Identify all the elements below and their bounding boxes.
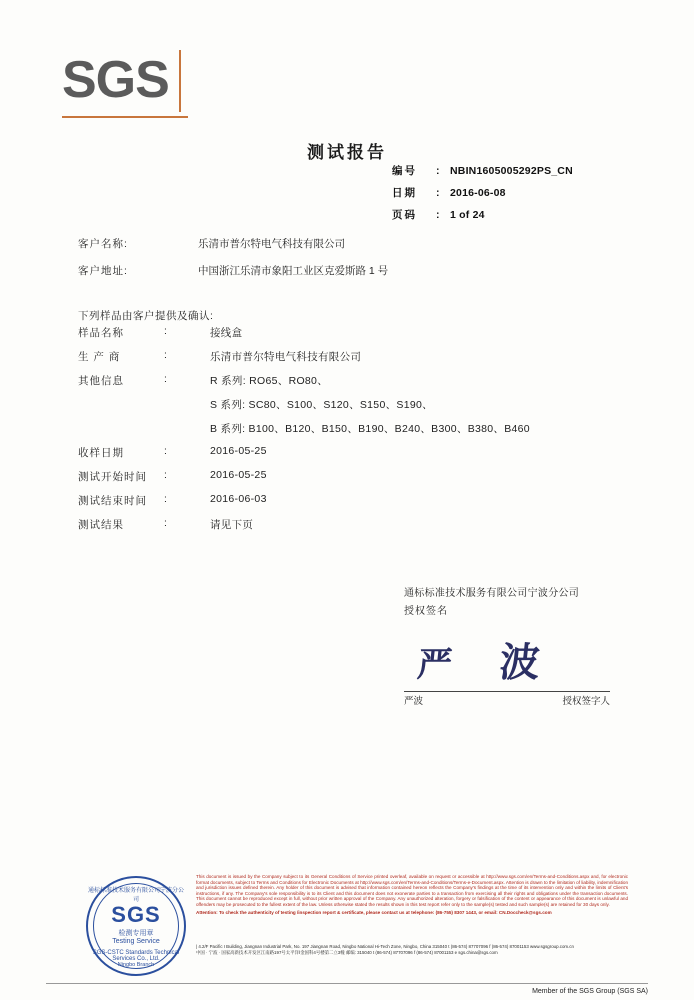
meta-row-number xyxy=(392,163,573,178)
meta-value-page: 1 of 24 xyxy=(450,209,485,221)
signature-block xyxy=(404,586,610,687)
info-value-other-line2: S 系列: SC80、S100、S120、S150、S190、 xyxy=(210,399,433,411)
info-row-test-end xyxy=(78,493,530,508)
info-value-receipt-date: 2016-05-25 xyxy=(210,445,267,457)
info-value-test-end: 2016-06-03 xyxy=(210,493,267,505)
info-row-result xyxy=(78,517,530,532)
meta-value-number: NBIN1605005292PS_CN xyxy=(450,165,573,177)
address-english: | 4.2/F Pacific I Building, Jiangnan Industrial Park, No. 197 Jiangnan Road, Ningbo National Hi-Tech Zone, Ningbo, China 315040 t (86-574) 87707096 f (86-574) 87001153 www.sgsgroup.com.cn xyxy=(196,944,574,949)
legal-attention: Attention: To check the authenticity of testing /inspection report & certificate, please contact us at telephone: (86-755) 8307 1443, or email: CN.Doccheck@sgs.com xyxy=(196,909,552,915)
signature-authorized-label: 授权签字人 xyxy=(562,696,610,707)
info-label-result: 测试结果 xyxy=(78,519,124,531)
customer-name-row xyxy=(78,236,388,251)
meta-row-date xyxy=(392,185,573,200)
info-label-sample-name: 样品名称 xyxy=(78,327,124,339)
seal-line-2: Testing Service xyxy=(112,938,160,945)
meta-colon-page: : xyxy=(436,209,440,221)
customer-address-label: 客户地址: xyxy=(78,265,128,277)
info-colon-receipt-date: : xyxy=(164,445,167,457)
info-row-receipt-date xyxy=(78,445,530,460)
meta-row-page xyxy=(392,207,573,222)
report-meta xyxy=(392,163,573,229)
handwritten-signature xyxy=(404,625,610,687)
signature-mark-first: 严 xyxy=(415,647,454,684)
signature-names xyxy=(404,693,610,707)
logo-horizontal-rule xyxy=(62,116,188,118)
page-title: 测试报告 xyxy=(307,143,387,162)
signature-label: 授权签名 xyxy=(404,606,448,617)
info-label-test-end: 测试结束时间 xyxy=(78,495,147,507)
info-colon-sample-name: : xyxy=(164,325,167,337)
info-label-other: 其他信息 xyxy=(78,375,124,387)
meta-colon-number: : xyxy=(436,165,440,177)
signature-rule xyxy=(404,691,610,692)
info-value-test-start: 2016-05-25 xyxy=(210,469,267,481)
seal-line-1: 检测专用章 xyxy=(118,930,154,937)
customer-name-label: 客户名称: xyxy=(78,238,128,250)
sample-info-table xyxy=(78,325,530,541)
address-chinese: 中国 · 宁波 · 国家高新技术开发区江南路197号太平洋Ⅰ金国科4号楼第二立3幢 邮编: 315040 t (86-574) 87707096 f (86-574) 87001153 e sgs.china@sgs.com xyxy=(196,949,498,955)
seal-arc-top: 通标标准技术服务有限公司宁波分公司 xyxy=(87,888,184,903)
footer-rule xyxy=(46,983,648,984)
info-colon-result: : xyxy=(164,517,167,529)
info-value-result: 请见下页 xyxy=(210,519,254,531)
info-label-receipt-date: 收样日期 xyxy=(78,447,124,459)
info-value-other-line1: R 系列: RO65、RO80、 xyxy=(210,375,328,387)
company-address xyxy=(196,944,642,955)
seal-center-text: SGS xyxy=(111,902,161,927)
info-label-test-start: 测试开始时间 xyxy=(78,471,147,483)
info-row-test-start xyxy=(78,469,530,484)
meta-value-date: 2016-06-08 xyxy=(450,187,506,199)
customer-address-value: 中国浙江乐清市象阳工业区克爱斯路 1 号 xyxy=(198,265,389,277)
logo-vertical-bar xyxy=(179,50,181,112)
sgs-logo xyxy=(62,52,188,114)
member-line: Member of the SGS Group (SGS SA) xyxy=(532,988,648,995)
info-row-sample-name xyxy=(78,325,530,340)
declaration-text: 下列样品由客户提供及确认: xyxy=(78,310,214,322)
info-value-other-line3: B 系列: B100、B120、B150、B190、B240、B300、B380、B460 xyxy=(210,423,530,435)
company-seal-stamp xyxy=(86,876,186,976)
info-colon-test-start: : xyxy=(164,469,167,481)
legal-disclaimer xyxy=(196,874,628,915)
customer-address-row xyxy=(78,263,388,278)
signature-company: 通标标准技术服务有限公司宁波分公司 xyxy=(404,588,580,599)
info-value-manufacturer: 乐清市普尔特电气科技有限公司 xyxy=(210,351,362,363)
customer-block xyxy=(78,236,388,290)
seal-line-3: SGS-CSTC Standards Technical Services Co., Ltd. xyxy=(92,950,180,962)
info-colon-test-end: : xyxy=(164,493,167,505)
meta-colon-date: : xyxy=(436,187,440,199)
legal-text: This document is issued by the Company subject to its General Conditions of Service printed overleaf, available on request or accessible at http://www.sgs.com/en/Terms-and-Conditions.aspx and, for electronic format documents, subject to Terms and Conditions for Electronic Documents at http://www.sgs.com/en/Terms-and-Conditions/Terms-e-Document.aspx. Attention is drawn to the limitation of liability, indemnification and jurisdiction issues defined therein. Any holder of this document is advised that information contained hereon reflects the Company's findings at the time of its intervention only and within the limits of Client's instructions, if any. The Company's sole responsibility is to its Client and this document does not exonerate parties to a transaction from exercising all their rights and obligations under the transaction documents. This document cannot be reproduced except in full, without prior written approval of the Company. Any unauthorized alteration, forgery or falsification of the content or appearance of this document is unlawful and offenders may be prosecuted to the fullest extent of the law. Unless otherwise stated the results shown in this test report refer only to the sample(s) tested and such sample(s) are retained for 30 days only. xyxy=(196,874,628,907)
sgs-logo-text: SGS xyxy=(62,51,169,109)
customer-name-value: 乐清市普尔特电气科技有限公司 xyxy=(198,238,345,250)
info-value-other xyxy=(210,373,530,436)
info-label-manufacturer: 生 产 商 xyxy=(78,351,121,363)
info-colon-manufacturer: : xyxy=(164,349,167,361)
meta-label-page: 页码 xyxy=(392,209,417,221)
info-row-manufacturer xyxy=(78,349,530,364)
signature-name: 严波 xyxy=(404,696,424,707)
meta-label-number: 编号 xyxy=(392,165,417,177)
info-colon-other: : xyxy=(164,373,167,385)
seal-arc-bottom: Ningbo Branch xyxy=(117,962,155,968)
info-row-other xyxy=(78,373,530,436)
info-value-sample-name: 接线盒 xyxy=(210,327,243,339)
signature-mark-second: 波 xyxy=(497,640,543,685)
meta-label-date: 日期 xyxy=(392,187,417,199)
